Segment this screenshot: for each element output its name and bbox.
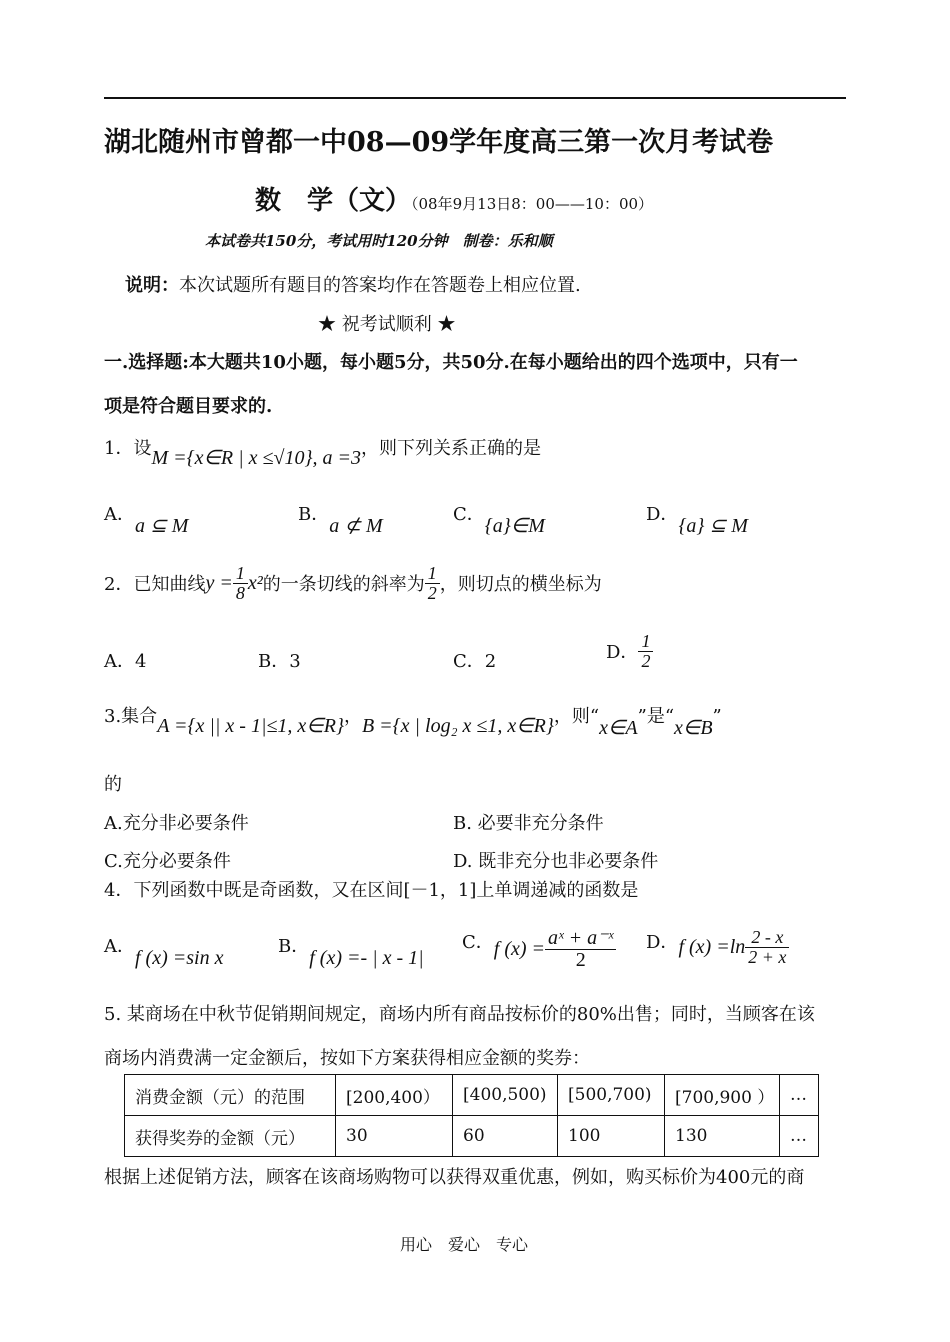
question-1 xyxy=(104,434,541,469)
table-cell: [400,500) xyxy=(453,1075,558,1116)
table-cell: 100 xyxy=(558,1116,665,1157)
exam-info: 本试卷共150分，考试用时120分钟 制卷：乐和顺 xyxy=(205,232,553,250)
q3-option-c: C.充分必要条件 xyxy=(104,851,231,872)
q1-option-b: B．a ⊄ M xyxy=(298,504,383,537)
table-cell: … xyxy=(780,1116,819,1157)
q1-option-a: A．a ⊆ M xyxy=(104,504,189,537)
q4-option-a: A．f (x) =sin x xyxy=(104,936,224,969)
table-row xyxy=(125,1116,819,1157)
table-cell: 获得奖券的金额（元） xyxy=(125,1116,336,1157)
subject-line xyxy=(255,180,653,217)
good-luck-wish: ★ 祝考试顺利 ★ xyxy=(318,314,456,335)
table-cell: 消费金额（元）的范围 xyxy=(125,1075,336,1116)
q4-option-c: C． f (x) = $\frac{\text{aˣ + a⁻ˣ}}{2}$ xyxy=(462,928,616,971)
table-cell: [500,700) xyxy=(558,1075,665,1116)
table-cell: 60 xyxy=(453,1116,558,1157)
question-4: 4．下列函数中既是奇函数，又在区间[－1，1]上单调递减的函数是 xyxy=(104,880,639,901)
q2-slope-fraction: $\frac{1}{2}$ xyxy=(425,564,440,603)
page-footer: 用心 爱心 专心 xyxy=(400,1235,529,1254)
q2-option-a: A．4 xyxy=(104,651,147,672)
table-row xyxy=(125,1075,819,1116)
q1-option-d: D．{a} ⊆ M xyxy=(646,504,748,537)
q2-coefficient-fraction: $\frac{1}{8}$ xyxy=(233,564,248,603)
q3-option-d: D. 既非充分也非必要条件 xyxy=(453,851,659,872)
table-cell: 30 xyxy=(336,1116,453,1157)
q1-suffix: ，则下列关系正确的是 xyxy=(360,438,541,459)
question-5-line1: 5. 某商场在中秋节促销期间规定，商场内所有商品按标价的80%出售；同时，当顾客在该 xyxy=(104,1004,815,1025)
q1-prefix: 1．设 xyxy=(104,438,152,459)
q1-option-c: C．{a}∈M xyxy=(453,504,545,537)
document-title: 湖北随州市曾都一中08—09学年度高三第一次月考试卷 xyxy=(104,127,774,158)
question-5-line2: 商场内消费满一定金额后，按如下方案获得相应金额的奖券： xyxy=(104,1048,590,1069)
table-cell: [700,900 ） xyxy=(665,1075,780,1116)
instruction xyxy=(125,271,581,297)
top-rule xyxy=(104,97,846,99)
instruction-label: 说明： xyxy=(125,275,179,296)
q3-option-b: B. 必要非充分条件 xyxy=(453,813,604,834)
section-heading-line1: 一.选择题:本大题共10小题，每小题5分，共50分.在每小题给出的四个选项中，只有一 xyxy=(104,352,798,373)
q3-tail: 的 xyxy=(104,774,122,795)
subject-title: 数 学（文） xyxy=(255,186,412,216)
question-5-line3: 根据上述促销方法，顾客在该商场购物可以获得双重优惠，例如，购买标价为400元的商 xyxy=(104,1167,805,1188)
q2-option-c: C．2 xyxy=(453,651,497,672)
prize-table xyxy=(124,1074,819,1157)
q3-option-a: A.充分非必要条件 xyxy=(104,813,249,834)
section-heading-line2: 项是符合题目要求的. xyxy=(104,396,273,417)
question-2: 2．已知曲线 y = $\frac{1}{8}$ x² 的一条切线的斜率为 $\frac{1}{2}$ ，则切点的横坐标为 xyxy=(104,563,602,603)
table-cell: … xyxy=(780,1075,819,1116)
table-cell: [200,400） xyxy=(336,1075,453,1116)
q4-option-b: B．f (x) =- | x - 1| xyxy=(278,936,424,969)
instruction-text: 本次试题所有题目的答案均作在答题卷上相应位置. xyxy=(179,275,581,296)
table-cell: 130 xyxy=(665,1116,780,1157)
q2-option-d: D． $\frac{1}{2}$ xyxy=(606,632,653,671)
q4-option-d: D． f (x) =ln $\frac{2 - x}{2 + x}$ xyxy=(646,928,789,967)
q1-math: M ={x∈R | x ≤√10}, a =3 xyxy=(151,447,361,469)
question-3: 3.集合A ={x || x - 1|≤1, x∈R}，B ={x | log₂ x ≤1, x∈R}，则“x∈A”是“x∈B” xyxy=(104,706,722,739)
exam-time: （08年9月13日8：00——10：00） xyxy=(411,195,654,213)
q2-option-b: B．3 xyxy=(258,651,301,672)
